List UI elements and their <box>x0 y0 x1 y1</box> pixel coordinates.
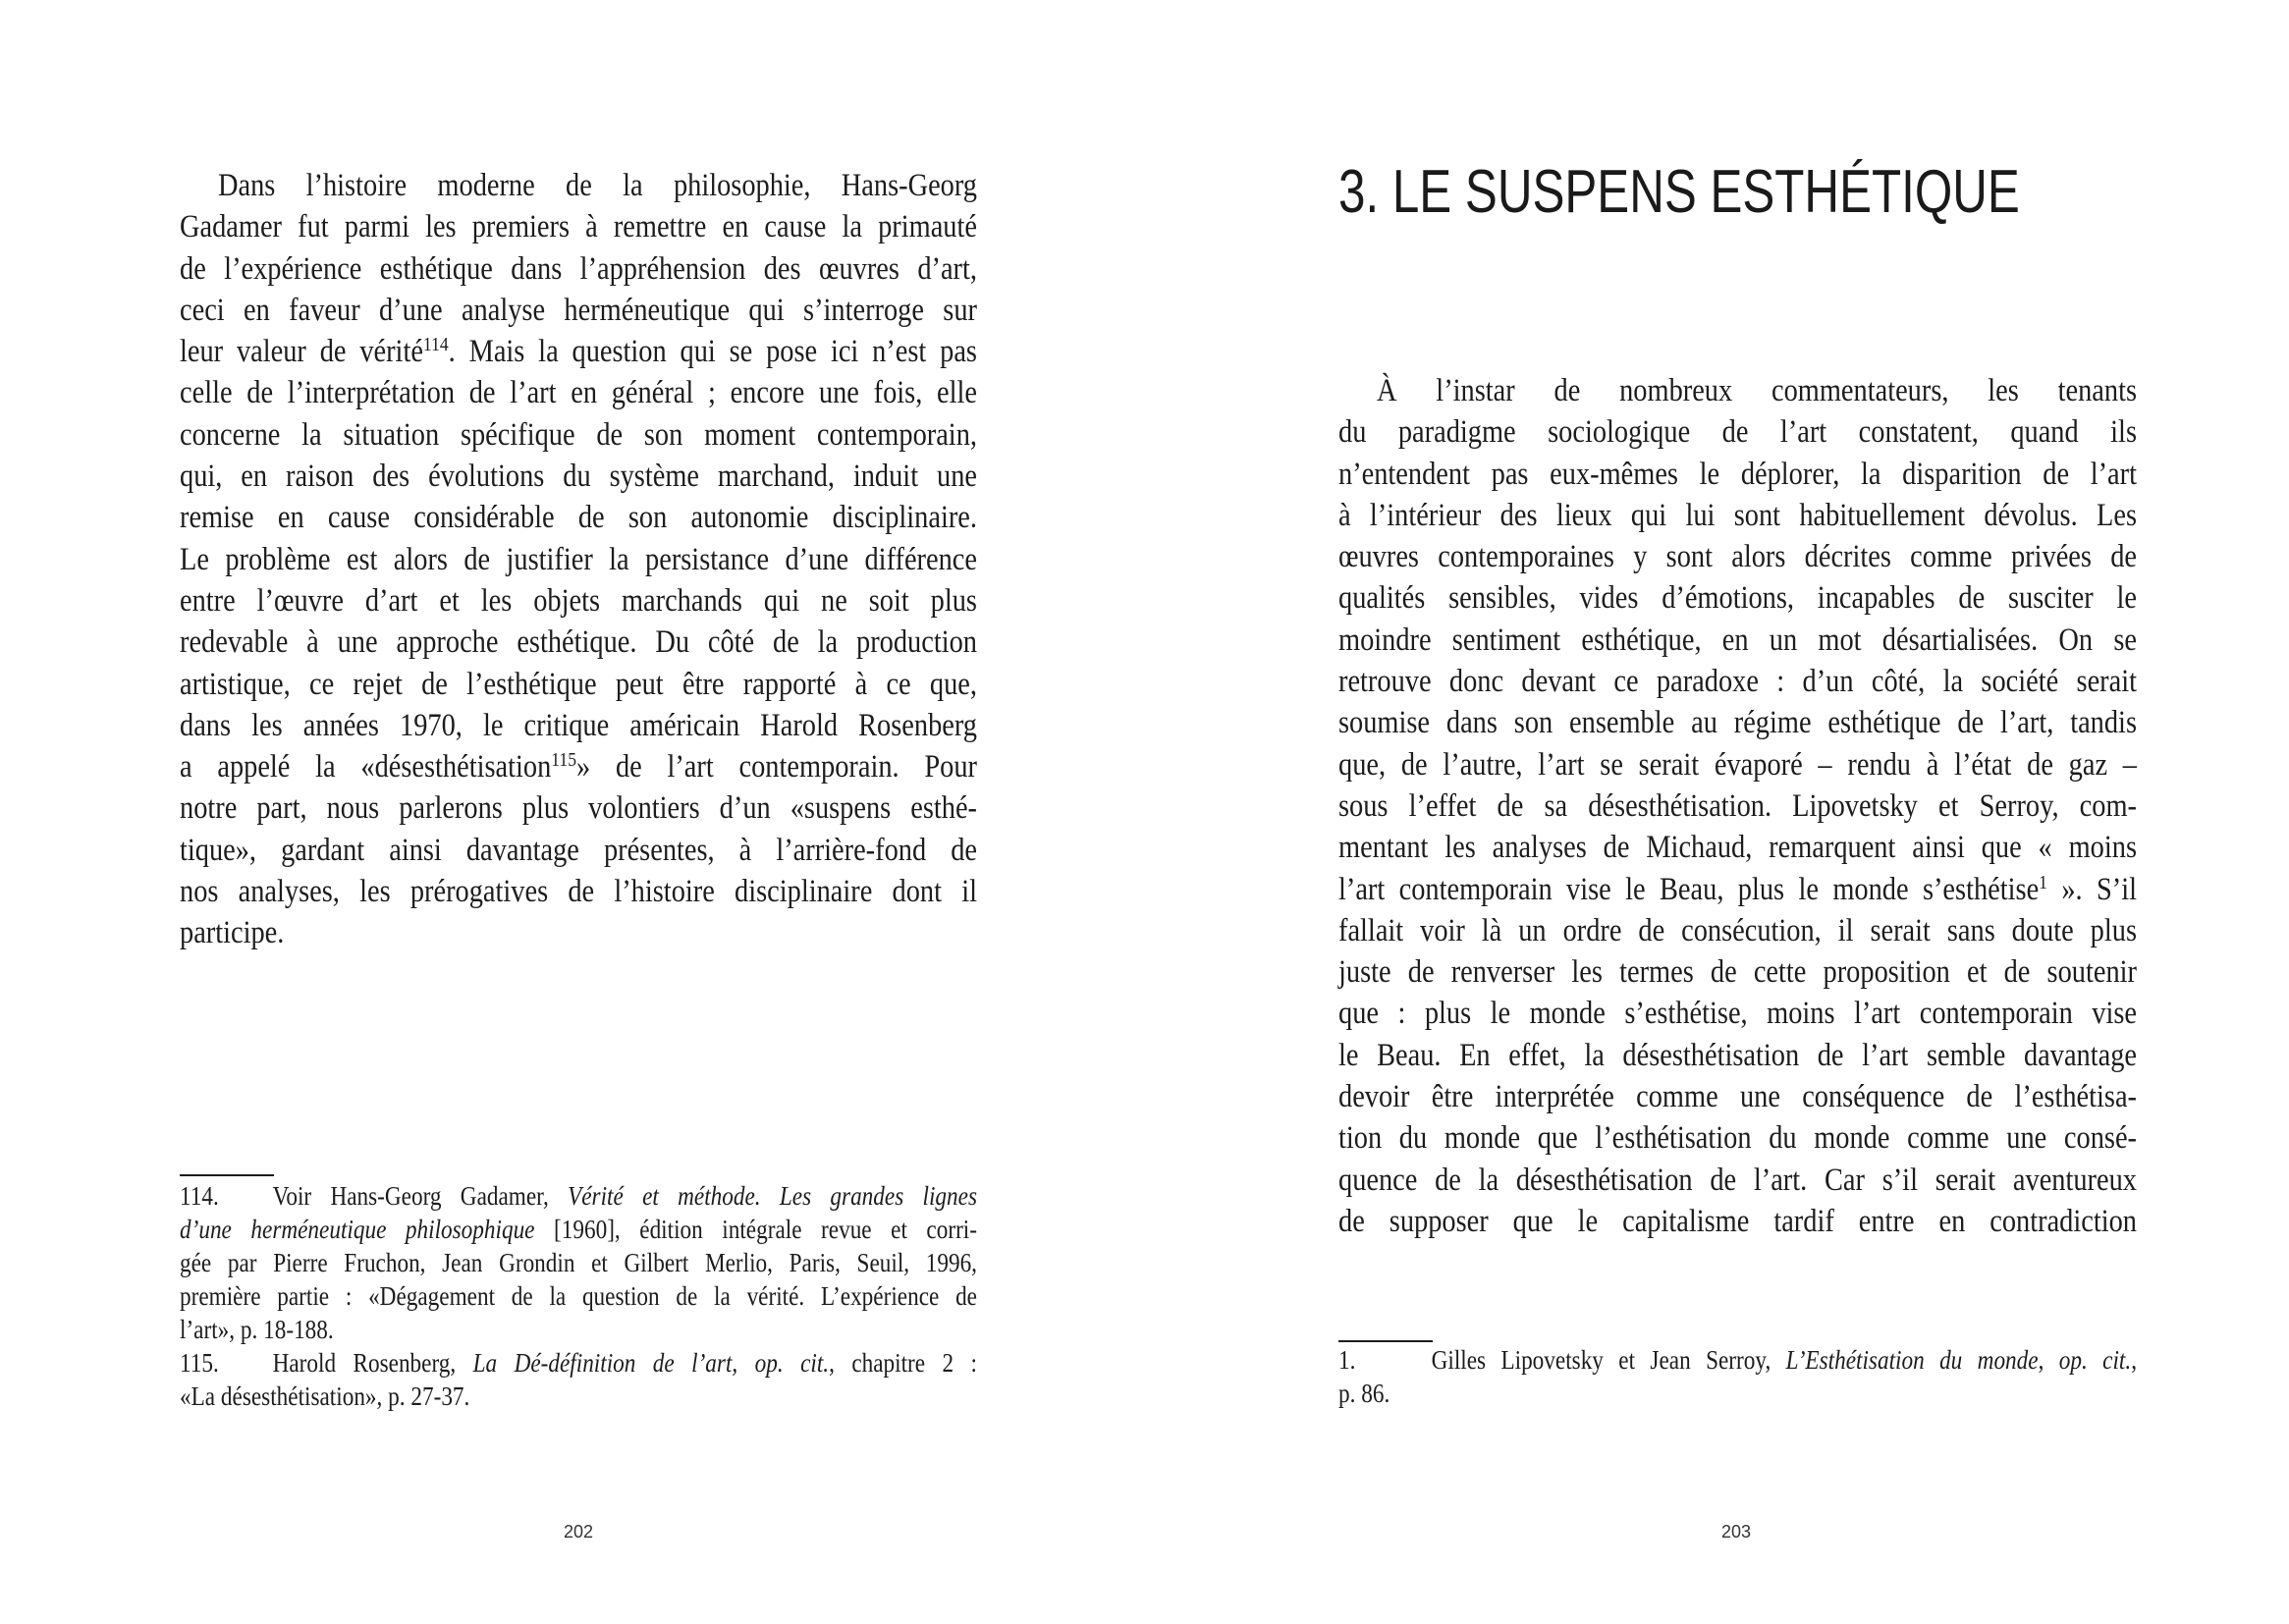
text-line <box>1338 1117 2137 1159</box>
line-content <box>1338 1160 2137 1201</box>
line-content <box>1338 1117 2137 1159</box>
italic-text: L’Esthétisation du monde <box>1785 1345 2039 1375</box>
line-content <box>1338 495 2137 536</box>
text-line <box>180 580 977 622</box>
text-run: Voir Hans-Georg Gadamer, <box>272 1181 569 1211</box>
text-line <box>180 1279 977 1313</box>
line-content <box>1377 370 2137 411</box>
text-line <box>1338 1343 2137 1377</box>
text-line <box>180 165 977 206</box>
text-line <box>180 830 977 871</box>
text-run: l’art», p. 18-188. <box>180 1315 334 1344</box>
text-line <box>1338 495 2137 536</box>
line-content <box>1338 744 2137 785</box>
text-run: p. 86. <box>1338 1379 1390 1408</box>
line-content <box>1338 620 2137 661</box>
line-content <box>1338 661 2137 702</box>
text-run: qui, en raison des évolutions du système marchand, induit une <box>180 459 977 495</box>
text-run: fallait voir là un ordre de consécution, il serait sans doute plus <box>1338 912 2137 948</box>
footnote-rule <box>180 1174 274 1176</box>
text-run: a appelé la «désesthétisation <box>180 749 552 785</box>
text-line <box>1338 1377 2137 1410</box>
text-line <box>180 1213 977 1246</box>
footnote-reference[interactable]: 114 <box>422 333 449 355</box>
line-content <box>1338 1201 2137 1242</box>
text-run: première partie : «Dégagement de la question de la vérité. L’expérience de <box>180 1281 977 1311</box>
footnote-reference[interactable]: 115 <box>551 748 576 771</box>
text-line <box>1338 620 2137 661</box>
line-content <box>180 1380 469 1413</box>
text-line <box>1338 1201 2137 1242</box>
text-run: » de l’art contemporain. Pour <box>575 749 977 785</box>
line-content <box>180 414 977 456</box>
text-line <box>1338 993 2137 1034</box>
text-line <box>180 746 977 787</box>
text-run: , chapitre 2 : <box>829 1348 978 1378</box>
text-run: de l’expérience esthétique dans l’appréhension des œuvres d’art, <box>180 250 977 287</box>
text-line <box>180 1380 977 1413</box>
chapter-heading: 3. LE SUSPENS ESTHÉTIQUE <box>1338 158 2020 226</box>
line-content <box>180 1179 977 1213</box>
text-line <box>1338 577 2137 619</box>
line-content <box>180 456 977 497</box>
text-run: œuvres contemporaines y sont alors décrites comme privées de <box>1338 539 2137 575</box>
line-content <box>1338 577 2137 619</box>
text-run: entre l’œuvre d’art et les objets marchands qui ne soit plus <box>180 582 977 619</box>
text-line <box>1338 744 2137 785</box>
line-content <box>1338 1076 2137 1117</box>
line-content <box>1338 702 2137 743</box>
text-run: que : plus le monde s’esthétise, moins l’art contemporain vise <box>1338 996 2137 1032</box>
text-line <box>180 497 977 538</box>
text-line <box>1338 536 2137 577</box>
line-content <box>180 705 977 746</box>
text-line <box>180 206 977 247</box>
italic-text: op. cit. <box>2058 1345 2132 1375</box>
text-line <box>180 1246 977 1279</box>
text-line <box>180 414 977 456</box>
line-content <box>1338 1377 1390 1410</box>
text-run: retrouve donc devant ce paradoxe : d’un côté, la société serait <box>1338 664 2137 700</box>
text-line <box>180 622 977 663</box>
text-line <box>180 912 977 953</box>
text-line <box>1338 661 2137 702</box>
line-content <box>180 1313 334 1346</box>
text-run: l’art contemporain vise le Beau, plus le monde s’esthétise <box>1338 871 2040 907</box>
italic-text: d’une herméneutique philosophique <box>180 1215 535 1244</box>
line-content <box>180 331 977 372</box>
text-line <box>1338 951 2137 993</box>
text-run: participe. <box>180 915 285 951</box>
right-footnotes <box>1338 1343 2137 1410</box>
text-line <box>1338 827 2137 868</box>
line-content <box>180 248 977 290</box>
line-content <box>180 1213 977 1246</box>
line-content <box>1338 910 2137 951</box>
text-run: Le problème est alors de justifier la persistance d’une différence <box>180 541 977 577</box>
line-content <box>180 871 977 912</box>
right-page <box>1144 0 2289 1624</box>
left-page <box>0 0 1144 1624</box>
text-run: du paradigme sociologique de l’art constatent, quand ils <box>1338 414 2137 451</box>
line-content <box>218 165 977 206</box>
text-run: ceci en faveur d’une analyse herméneutique qui s’interroge sur <box>180 292 977 328</box>
text-run: tique», gardant ainsi davantage présentes, à l’arrière-fond de <box>180 832 977 868</box>
text-run: Gilles Lipovetsky et Jean Serroy, <box>1431 1345 1786 1375</box>
line-content <box>180 206 977 247</box>
text-run: dans les années 1970, le critique américain Harold Rosenberg <box>180 707 977 743</box>
text-run: qualités sensibles, vides d’émotions, incapables de susciter le <box>1338 580 2137 617</box>
line-content <box>180 746 977 787</box>
line-content <box>1338 827 2137 868</box>
text-run: de supposer que le capitalisme tardif entre en contradiction <box>1338 1203 2137 1239</box>
footnote-rule <box>1338 1340 1433 1342</box>
text-run: , <box>2131 1345 2137 1375</box>
text-run: remise en cause considérable de son autonomie disciplinaire. <box>180 500 977 536</box>
text-line <box>1338 702 2137 743</box>
line-content <box>1338 993 2137 1034</box>
text-line <box>1338 1160 2137 1201</box>
text-run: Harold Rosenberg, <box>272 1348 473 1378</box>
text-line <box>180 787 977 829</box>
line-content <box>180 290 977 331</box>
left-footnotes <box>180 1179 977 1413</box>
line-content <box>1338 1035 2137 1076</box>
text-line <box>180 871 977 912</box>
line-content <box>180 372 977 413</box>
text-line <box>1338 910 2137 951</box>
line-content <box>1338 411 2137 453</box>
footnote-reference[interactable]: 1 <box>2039 871 2047 893</box>
text-line <box>1338 869 2137 910</box>
text-run: juste de renverser les termes de cette proposition et de soutenir <box>1338 954 2137 991</box>
line-content <box>180 1246 977 1279</box>
footnote-number: 114. <box>180 1181 219 1211</box>
text-run: «La désesthétisation», p. 27-37. <box>180 1381 470 1411</box>
line-content <box>180 664 977 705</box>
line-content <box>180 1279 977 1313</box>
text-run: artistique, ce rejet de l’esthétique peut être rapporté à ce que, <box>180 666 977 702</box>
line-content <box>1338 454 2137 495</box>
text-line <box>180 248 977 290</box>
text-line <box>180 290 977 331</box>
line-content <box>1338 869 2137 910</box>
text-line <box>1338 1076 2137 1117</box>
text-line <box>180 372 977 413</box>
text-run: devoir être interprétée comme une conséquence de l’esthétisa- <box>1338 1079 2137 1115</box>
text-run: concerne la situation spécifique de son moment contemporain, <box>180 416 977 453</box>
text-run: moindre sentiment esthétique, en un mot désartialisées. On se <box>1338 622 2137 658</box>
text-run: le Beau. En effet, la désesthétisation de l’art semble davantage <box>1338 1037 2137 1073</box>
text-run: soumise dans son ensemble au régime esthétique de l’art, tandis <box>1338 705 2137 741</box>
text-run: Gadamer fut parmi les premiers à remettre en cause la primauté <box>180 209 977 245</box>
text-run: mentant les analyses de Michaud, remarquent ainsi que « moins <box>1338 830 2137 866</box>
text-line <box>1338 370 2137 411</box>
text-run: sous l’effet de sa désesthétisation. Lipovetsky et Serroy, com- <box>1338 787 2137 824</box>
line-content <box>180 830 977 871</box>
text-run: celle de l’interprétation de l’art en général ; encore une fois, elle <box>180 375 977 411</box>
left-body-text <box>180 165 977 954</box>
right-body-text <box>1338 370 2137 1242</box>
text-run: notre part, nous parlerons plus volontiers d’un «suspens esthé- <box>180 790 977 827</box>
text-run: quence de la désesthétisation de l’art. Car s’il serait aventureux <box>1338 1162 2137 1198</box>
text-run: que, de l’autre, l’art se serait évaporé – rendu à l’état de gaz – <box>1338 746 2137 783</box>
text-line <box>1338 785 2137 827</box>
page-number: 203 <box>1721 1522 1752 1542</box>
footnote-number: 1. <box>1338 1345 1356 1375</box>
text-line <box>1338 411 2137 453</box>
line-content <box>1338 536 2137 577</box>
text-run: à l’intérieur des lieux qui lui sont habituellement dévolus. Les <box>1338 497 2137 533</box>
text-run: redevable à une approche esthétique. Du côté de la production <box>180 624 977 661</box>
text-run: tion du monde que l’esthétisation du monde comme une consé- <box>1338 1120 2137 1157</box>
text-line <box>1338 1035 2137 1076</box>
text-run: Dans l’histoire moderne de la philosophie, Hans-Georg <box>218 168 977 203</box>
text-run: , <box>2038 1345 2059 1375</box>
text-run: [1960], édition intégrale revue et corri- <box>534 1215 977 1244</box>
text-line <box>180 331 977 372</box>
line-content <box>180 622 977 663</box>
text-run: ». S’il <box>2046 871 2138 907</box>
text-line <box>180 456 977 497</box>
text-line <box>180 705 977 746</box>
line-content <box>180 912 284 953</box>
line-content <box>180 1346 977 1380</box>
text-line <box>180 1179 977 1213</box>
text-run: n’entendent pas eux-mêmes le déplorer, la disparition de l’art <box>1338 456 2137 492</box>
line-content <box>180 580 977 622</box>
italic-text: Vérité et méthode. Les grandes lignes <box>568 1181 977 1211</box>
text-run: gée par Pierre Fruchon, Jean Grondin et Gilbert Merlio, Paris, Seuil, 1996, <box>180 1248 977 1277</box>
line-content <box>180 787 977 829</box>
text-line <box>180 664 977 705</box>
text-run: nos analyses, les prérogatives de l’histoire disciplinaire dont il <box>180 874 977 910</box>
footnote-number: 115. <box>180 1348 219 1378</box>
line-content <box>1338 1343 2137 1377</box>
page-number: 202 <box>564 1522 594 1542</box>
line-content <box>1338 785 2137 827</box>
line-content <box>180 497 977 538</box>
text-run: À l’instar de nombreux commentateurs, les tenants <box>1377 373 2137 408</box>
text-line <box>180 539 977 580</box>
text-run: leur valeur de vérité <box>180 334 423 370</box>
text-line <box>1338 454 2137 495</box>
text-line <box>180 1313 977 1346</box>
italic-text: La Dé-définition de l’art, op. cit. <box>472 1348 830 1378</box>
line-content <box>1338 951 2137 993</box>
text-line <box>180 1346 977 1380</box>
text-run: . Mais la question qui se pose ici n’est pas <box>448 334 977 370</box>
line-content <box>180 539 977 580</box>
